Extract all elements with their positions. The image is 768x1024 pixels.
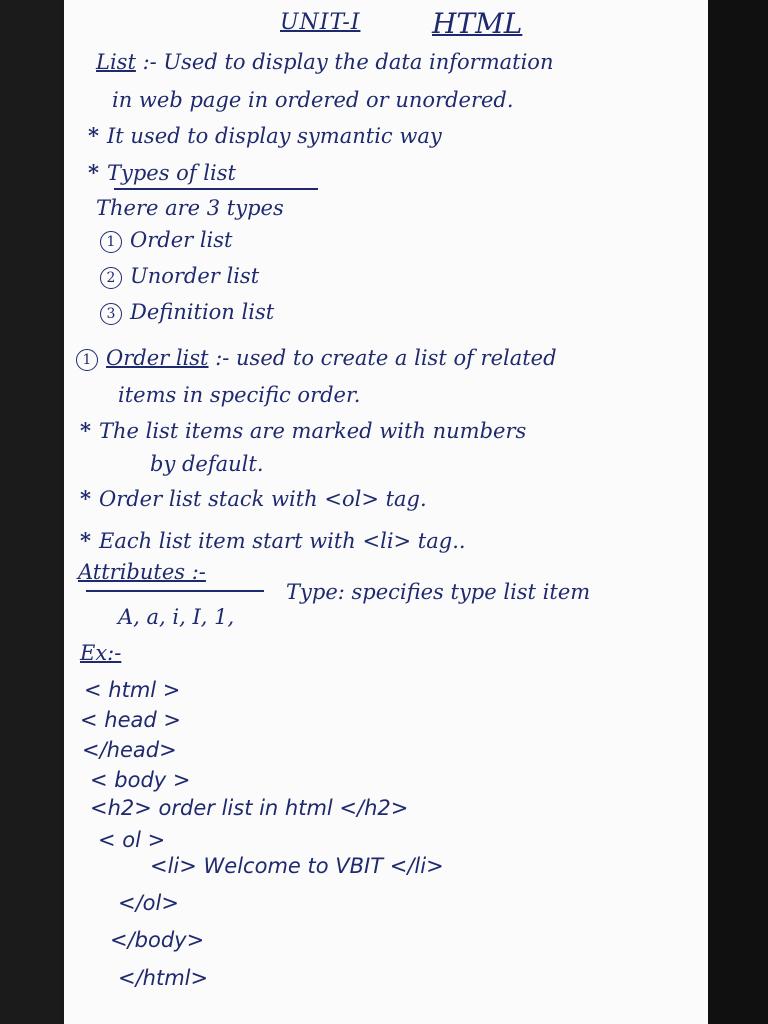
- circled-number-icon: 1: [76, 349, 98, 371]
- code-line: <h2> order list in html </h2>: [90, 796, 409, 820]
- type-item-1: [100, 230, 233, 253]
- bullet-numbers-text: The list items are marked with numbers: [98, 419, 527, 443]
- list-definition-text: :- Used to display the data information: [142, 50, 554, 74]
- attributes-type-line: Type: specifies type list item: [286, 580, 591, 604]
- attributes-values: A, a, i, I, 1,: [118, 605, 235, 629]
- circled-number-icon: 3: [100, 303, 122, 325]
- circled-number-icon: 1: [100, 231, 122, 253]
- bullet-numbers: [80, 420, 526, 442]
- bullet-li-tag-text: Each list item start with <li> tag..: [98, 529, 466, 553]
- bullet-ol-tag: [80, 488, 427, 510]
- star-bullet-icon: *: [80, 528, 91, 553]
- bullet-li-tag: [80, 530, 466, 552]
- page-edge-shadow: [708, 0, 768, 1024]
- types-heading: [88, 162, 236, 184]
- code-line: < body >: [90, 768, 191, 792]
- code-line: </body>: [110, 928, 205, 952]
- bullet-symantic-text: It used to display symantic way: [106, 124, 442, 148]
- bullet-ol-tag-text: Order list stack with <ol> tag.: [98, 487, 427, 511]
- star-bullet-icon: *: [80, 486, 91, 511]
- order-list-definition-line-2: items in specific order.: [118, 383, 361, 407]
- order-list-heading: Order list: [106, 346, 209, 370]
- code-line: </html>: [118, 966, 209, 990]
- example-heading: Ex:-: [80, 641, 122, 665]
- types-heading-text: Types of list: [106, 161, 236, 185]
- list-definition-line-1: [96, 52, 553, 73]
- code-line: < head >: [80, 708, 181, 732]
- order-list-definition-line-1: [76, 348, 557, 371]
- star-bullet-icon: *: [88, 160, 99, 185]
- code-line: </head>: [82, 738, 177, 762]
- type-item-label: Order list: [130, 228, 233, 252]
- type-item-label: Definition list: [130, 300, 275, 324]
- type-item-2: [100, 266, 259, 289]
- attributes-underline: [86, 590, 264, 592]
- list-term: List: [96, 50, 136, 74]
- code-line: < html >: [84, 678, 181, 702]
- star-bullet-icon: *: [88, 123, 99, 148]
- attributes-heading: Attributes :-: [78, 560, 206, 584]
- code-line: </ol>: [118, 891, 179, 915]
- circled-number-icon: 2: [100, 267, 122, 289]
- subject-title: HTML: [432, 7, 523, 40]
- order-list-definition-text: :- used to create a list of related: [215, 346, 557, 370]
- list-definition-line-2: in web page in ordered or unordered.: [112, 88, 514, 112]
- there-are-line: There are 3 types: [96, 196, 284, 220]
- bullet-symantic: [88, 125, 442, 147]
- code-line: <li> Welcome to VBIT </li>: [150, 854, 444, 878]
- type-item-3: [100, 302, 274, 325]
- star-bullet-icon: *: [80, 418, 91, 443]
- bullet-numbers-continued: by default.: [150, 452, 264, 476]
- type-item-label: Unorder list: [130, 264, 260, 288]
- types-heading-underline: [114, 188, 318, 190]
- unit-title: UNIT-I: [280, 10, 361, 35]
- code-line: < ol >: [98, 828, 166, 852]
